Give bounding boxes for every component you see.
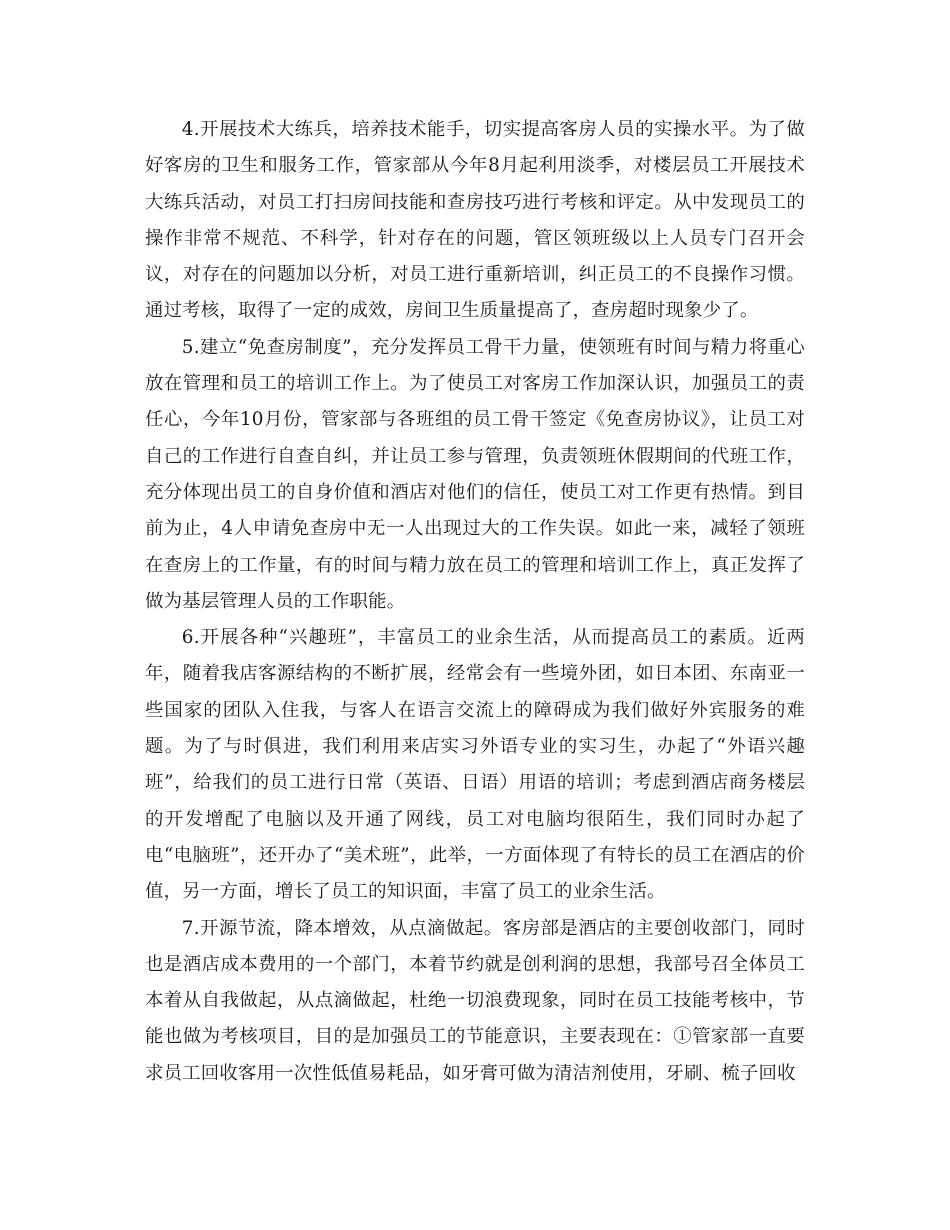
paragraph-5-inspection-exemption: 5.建立“免查房制度”，充分发挥员工骨干力量，使领班有时间与精力将重心放在管理和员工的培训工作上。为了使员工对客房工作加深认识，加强员工的责任心，今年10月份，管家部与各班组的员工骨干签定《免查房协议》，让员工对自己的工作进行自查自纠，并让员工参与管理，负责领班休假期间的代班工作，充分体现出员工的自身价值和酒店对他们的信任，使员工对工作更有热情。到目前为止，4人申请免查房中无一人出现过大的工作失误。如此一来，减轻了领班在查房上的工作量，有的时间与精力放在员工的管理和培训工作上，真正发挥了做为基层管理人员的工作职能。 — [145, 336, 805, 612]
paragraph-4-skills-training: 4.开展技术大练兵，培养技术能手，切实提高客房人员的实操水平。为了做好客房的卫生和服务工作，管家部从今年8月起利用淡季，对楼层员工开展技术大练兵活动，对员工打扫房间技能和查房技巧进行考核和评定。从中发现员工的操作非常不规范、不科学，针对存在的问题，管区领班级以上人员专门召开会议，对存在的问题加以分析，对员工进行重新培训，纠正员工的不良操作习惯。通过考核，取得了一定的成效，房间卫生质量提高了，查房超时现象少了。 — [145, 119, 805, 322]
paragraph-6-interest-classes: 6.开展各种“兴趣班”，丰富员工的业余生活，从而提高员工的素质。近两年，随着我店客源结构的不断扩展，经常会有一些境外团，如日本团、东南亚一些国家的团队入住我，与客人在语言交流上的障碍成为我们做好外宾服务的难题。为了与时俱进，我们利用来店实习外语专业的实习生，办起了“外语兴趣班”，给我们的员工进行日常（英语、日语）用语的培训；考虑到酒店商务楼层的开发增配了电脑以及开通了网线，员工对电脑均很陌生，我们同时办起了电“电脑班”，还开办了“美术班”，此举，一方面体现了有特长的员工在酒店的价值，另一方面，增长了员工的知识面，丰富了员工的业余生活。 — [145, 627, 805, 903]
document-page — [145, 112, 805, 1092]
paragraph-7-cost-saving: 7.开源节流，降本增效，从点滴做起。客房部是酒店的主要创收部门，同时也是酒店成本费用的一个部门，本着节约就是创利润的思想，我部号召全体员工本着从自我做起，从点滴做起，杜绝一切浪费现象，同时在员工技能考核中，节能也做为考核项目，目的是加强员工的节能意识，主要表现在：①管家部一直要求员工回收客用一次性低值易耗品，如牙膏可做为清洁剂使用，牙刷、梳子回收 — [145, 917, 805, 1084]
